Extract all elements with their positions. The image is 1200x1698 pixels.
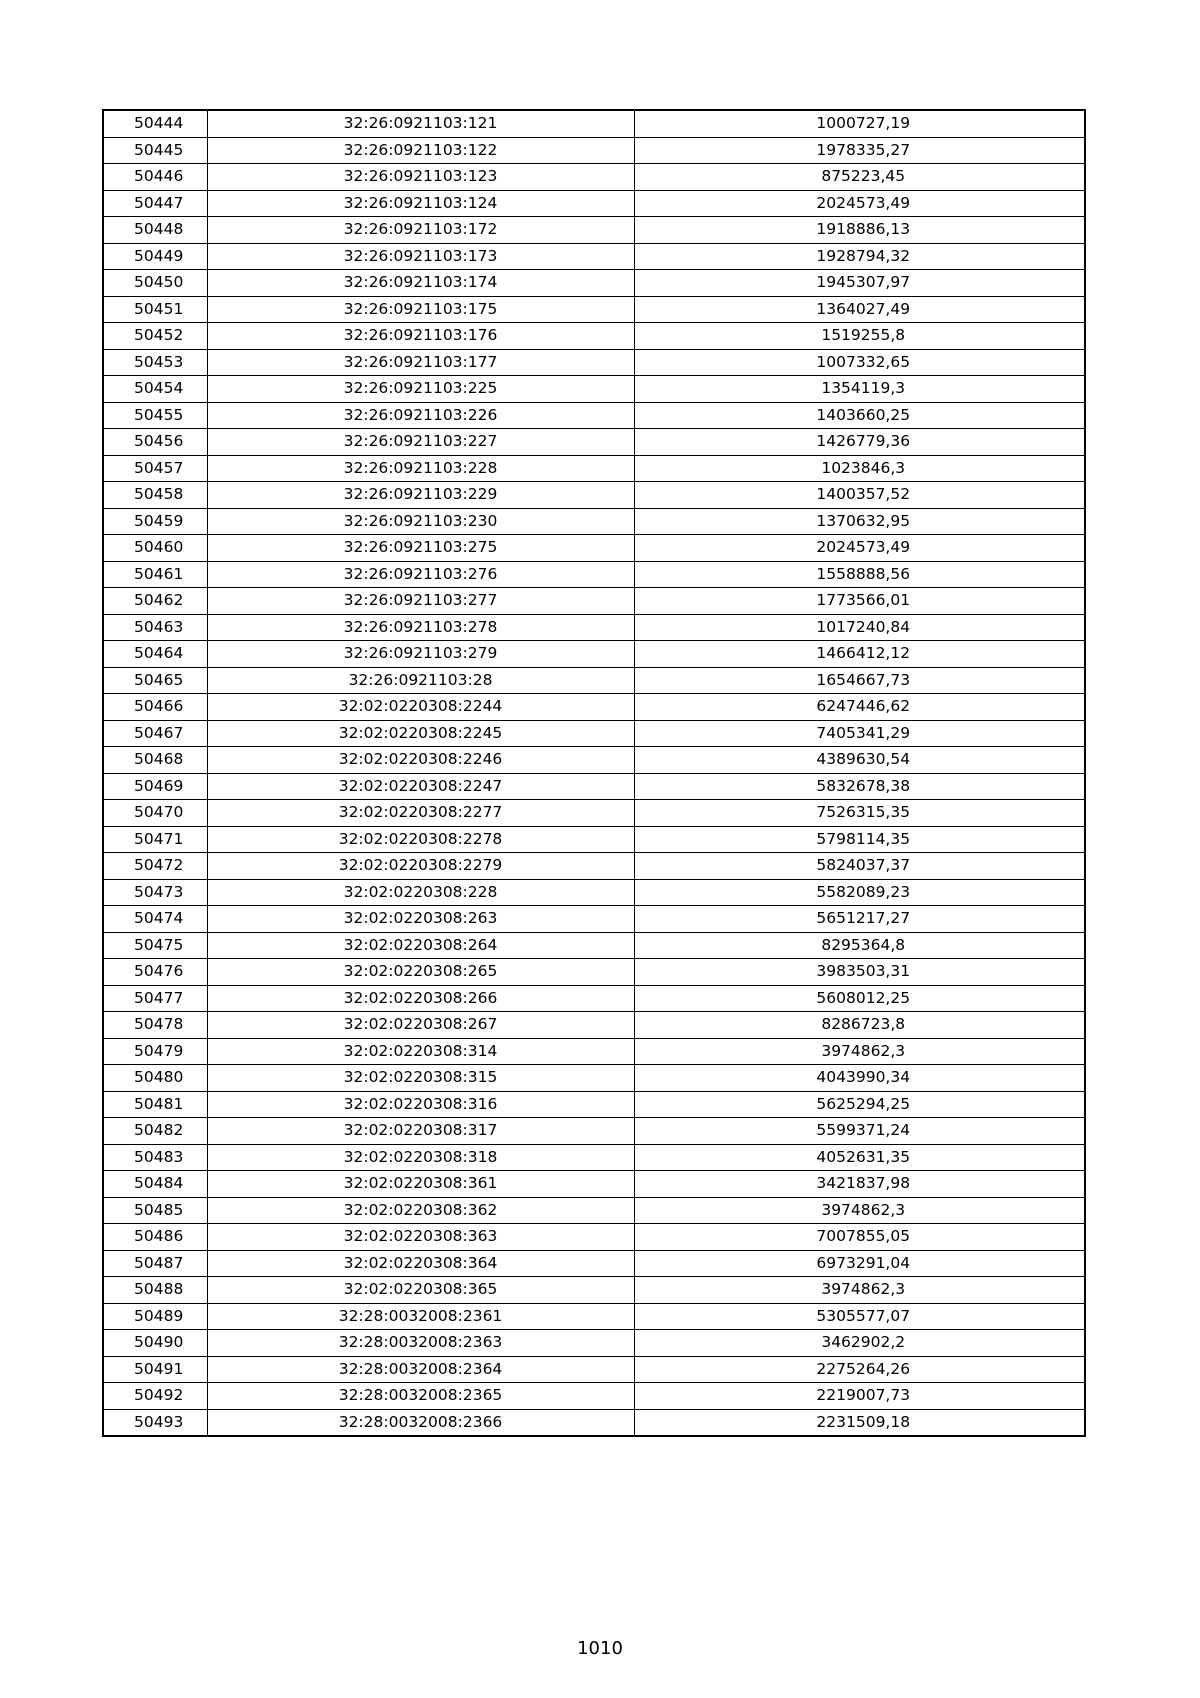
cadastral-number-cell: 32:26:0921103:276 xyxy=(207,561,634,588)
value-cell: 5651217,27 xyxy=(634,906,1085,933)
cadastral-number-cell: 32:02:0220308:364 xyxy=(207,1250,634,1277)
table-row xyxy=(103,1144,1085,1171)
table-row xyxy=(103,614,1085,641)
cadastral-number-cell: 32:26:0921103:227 xyxy=(207,429,634,456)
value-cell: 2024573,49 xyxy=(634,190,1085,217)
value-cell: 1403660,25 xyxy=(634,402,1085,429)
cadastral-number-cell: 32:26:0921103:176 xyxy=(207,323,634,350)
row-number-cell: 50468 xyxy=(103,747,207,774)
value-cell: 1466412,12 xyxy=(634,641,1085,668)
table-row xyxy=(103,1091,1085,1118)
row-number-cell: 50477 xyxy=(103,985,207,1012)
table-row xyxy=(103,667,1085,694)
table-row xyxy=(103,1224,1085,1251)
table-row xyxy=(103,402,1085,429)
row-number-cell: 50484 xyxy=(103,1171,207,1198)
cadastral-number-cell: 32:02:0220308:318 xyxy=(207,1144,634,1171)
row-number-cell: 50466 xyxy=(103,694,207,721)
value-cell: 5608012,25 xyxy=(634,985,1085,1012)
cadastral-number-cell: 32:26:0921103:28 xyxy=(207,667,634,694)
table-row xyxy=(103,747,1085,774)
cadastral-number-cell: 32:28:0032008:2361 xyxy=(207,1303,634,1330)
row-number-cell: 50462 xyxy=(103,588,207,615)
table-row xyxy=(103,561,1085,588)
table-row xyxy=(103,720,1085,747)
row-number-cell: 50463 xyxy=(103,614,207,641)
cadastral-number-cell: 32:26:0921103:175 xyxy=(207,296,634,323)
row-number-cell: 50459 xyxy=(103,508,207,535)
row-number-cell: 50453 xyxy=(103,349,207,376)
row-number-cell: 50465 xyxy=(103,667,207,694)
value-cell: 4389630,54 xyxy=(634,747,1085,774)
table-row xyxy=(103,985,1085,1012)
table-row xyxy=(103,773,1085,800)
row-number-cell: 50457 xyxy=(103,455,207,482)
row-number-cell: 50444 xyxy=(103,110,207,137)
cadastral-number-cell: 32:02:0220308:2247 xyxy=(207,773,634,800)
row-number-cell: 50480 xyxy=(103,1065,207,1092)
cadastral-number-cell: 32:26:0921103:177 xyxy=(207,349,634,376)
cadastral-number-cell: 32:02:0220308:2246 xyxy=(207,747,634,774)
value-cell: 3462902,2 xyxy=(634,1330,1085,1357)
value-cell: 6247446,62 xyxy=(634,694,1085,721)
row-number-cell: 50478 xyxy=(103,1012,207,1039)
table-row xyxy=(103,243,1085,270)
table-row xyxy=(103,879,1085,906)
row-number-cell: 50479 xyxy=(103,1038,207,1065)
table-row xyxy=(103,190,1085,217)
row-number-cell: 50471 xyxy=(103,826,207,853)
table-row xyxy=(103,1383,1085,1410)
cadastral-number-cell: 32:26:0921103:228 xyxy=(207,455,634,482)
value-cell: 5824037,37 xyxy=(634,853,1085,880)
cadastral-number-cell: 32:02:0220308:2244 xyxy=(207,694,634,721)
value-cell: 1928794,32 xyxy=(634,243,1085,270)
table-row xyxy=(103,826,1085,853)
row-number-cell: 50447 xyxy=(103,190,207,217)
cadastral-number-cell: 32:26:0921103:230 xyxy=(207,508,634,535)
row-number-cell: 50481 xyxy=(103,1091,207,1118)
value-cell: 2024573,49 xyxy=(634,535,1085,562)
cadastral-number-cell: 32:02:0220308:362 xyxy=(207,1197,634,1224)
value-cell: 8295364,8 xyxy=(634,932,1085,959)
table-row xyxy=(103,588,1085,615)
row-number-cell: 50473 xyxy=(103,879,207,906)
table-row xyxy=(103,270,1085,297)
row-number-cell: 50476 xyxy=(103,959,207,986)
row-number-cell: 50485 xyxy=(103,1197,207,1224)
cadastral-number-cell: 32:02:0220308:2278 xyxy=(207,826,634,853)
value-cell: 1017240,84 xyxy=(634,614,1085,641)
row-number-cell: 50450 xyxy=(103,270,207,297)
value-cell: 5305577,07 xyxy=(634,1303,1085,1330)
cadastral-number-cell: 32:02:0220308:263 xyxy=(207,906,634,933)
table-row xyxy=(103,906,1085,933)
cadastral-number-cell: 32:02:0220308:265 xyxy=(207,959,634,986)
value-cell: 5625294,25 xyxy=(634,1091,1085,1118)
page-number: 1010 xyxy=(577,1638,623,1659)
row-number-cell: 50456 xyxy=(103,429,207,456)
value-cell: 2219007,73 xyxy=(634,1383,1085,1410)
value-cell: 1918886,13 xyxy=(634,217,1085,244)
row-number-cell: 50461 xyxy=(103,561,207,588)
cadastral-number-cell: 32:02:0220308:267 xyxy=(207,1012,634,1039)
value-cell: 7405341,29 xyxy=(634,720,1085,747)
table-row xyxy=(103,535,1085,562)
table-row xyxy=(103,217,1085,244)
table-row xyxy=(103,1171,1085,1198)
value-cell: 7007855,05 xyxy=(634,1224,1085,1251)
table-body xyxy=(103,110,1085,1436)
value-cell: 1945307,97 xyxy=(634,270,1085,297)
row-number-cell: 50445 xyxy=(103,137,207,164)
row-number-cell: 50452 xyxy=(103,323,207,350)
cadastral-number-cell: 32:26:0921103:278 xyxy=(207,614,634,641)
table-row xyxy=(103,455,1085,482)
cadastral-number-cell: 32:26:0921103:226 xyxy=(207,402,634,429)
value-cell: 1426779,36 xyxy=(634,429,1085,456)
table-row xyxy=(103,1197,1085,1224)
value-cell: 2231509,18 xyxy=(634,1409,1085,1436)
value-cell: 3983503,31 xyxy=(634,959,1085,986)
value-cell: 1023846,3 xyxy=(634,455,1085,482)
cadastral-number-cell: 32:28:0032008:2365 xyxy=(207,1383,634,1410)
table-row xyxy=(103,137,1085,164)
table-row xyxy=(103,508,1085,535)
table-row xyxy=(103,932,1085,959)
value-cell: 1370632,95 xyxy=(634,508,1085,535)
cadastral-number-cell: 32:26:0921103:225 xyxy=(207,376,634,403)
row-number-cell: 50486 xyxy=(103,1224,207,1251)
row-number-cell: 50492 xyxy=(103,1383,207,1410)
row-number-cell: 50488 xyxy=(103,1277,207,1304)
cadastral-number-cell: 32:02:0220308:2277 xyxy=(207,800,634,827)
value-cell: 3974862,3 xyxy=(634,1038,1085,1065)
row-number-cell: 50470 xyxy=(103,800,207,827)
value-cell: 1354119,3 xyxy=(634,376,1085,403)
cadastral-number-cell: 32:26:0921103:123 xyxy=(207,164,634,191)
value-cell: 4043990,34 xyxy=(634,1065,1085,1092)
row-number-cell: 50482 xyxy=(103,1118,207,1145)
cadastral-number-cell: 32:26:0921103:279 xyxy=(207,641,634,668)
table-row xyxy=(103,323,1085,350)
table-row xyxy=(103,376,1085,403)
table-row xyxy=(103,959,1085,986)
cadastral-number-cell: 32:02:0220308:317 xyxy=(207,1118,634,1145)
cadastral-number-cell: 32:26:0921103:172 xyxy=(207,217,634,244)
row-number-cell: 50451 xyxy=(103,296,207,323)
cadastral-number-cell: 32:26:0921103:275 xyxy=(207,535,634,562)
cadastral-number-cell: 32:26:0921103:121 xyxy=(207,110,634,137)
row-number-cell: 50449 xyxy=(103,243,207,270)
value-cell: 3421837,98 xyxy=(634,1171,1085,1198)
row-number-cell: 50475 xyxy=(103,932,207,959)
table-row xyxy=(103,110,1085,137)
row-number-cell: 50474 xyxy=(103,906,207,933)
value-cell: 8286723,8 xyxy=(634,1012,1085,1039)
row-number-cell: 50448 xyxy=(103,217,207,244)
table-row xyxy=(103,694,1085,721)
value-cell: 7526315,35 xyxy=(634,800,1085,827)
cadastral-number-cell: 32:28:0032008:2366 xyxy=(207,1409,634,1436)
cadastral-number-cell: 32:28:0032008:2363 xyxy=(207,1330,634,1357)
value-cell: 5798114,35 xyxy=(634,826,1085,853)
row-number-cell: 50460 xyxy=(103,535,207,562)
cadastral-number-cell: 32:26:0921103:229 xyxy=(207,482,634,509)
value-cell: 4052631,35 xyxy=(634,1144,1085,1171)
cadastral-number-cell: 32:02:0220308:266 xyxy=(207,985,634,1012)
cadastral-number-cell: 32:02:0220308:2279 xyxy=(207,853,634,880)
value-cell: 1654667,73 xyxy=(634,667,1085,694)
cadastral-number-cell: 32:02:0220308:361 xyxy=(207,1171,634,1198)
table-row xyxy=(103,349,1085,376)
cadastral-number-cell: 32:02:0220308:363 xyxy=(207,1224,634,1251)
cadastral-number-cell: 32:02:0220308:316 xyxy=(207,1091,634,1118)
table-row xyxy=(103,800,1085,827)
cadastral-number-cell: 32:02:0220308:2245 xyxy=(207,720,634,747)
row-number-cell: 50491 xyxy=(103,1356,207,1383)
value-cell: 1007332,65 xyxy=(634,349,1085,376)
value-cell: 5599371,24 xyxy=(634,1118,1085,1145)
table-row xyxy=(103,1356,1085,1383)
table-row xyxy=(103,853,1085,880)
value-cell: 3974862,3 xyxy=(634,1277,1085,1304)
row-number-cell: 50455 xyxy=(103,402,207,429)
table-row xyxy=(103,1065,1085,1092)
table-row xyxy=(103,164,1085,191)
cadastral-number-cell: 32:02:0220308:228 xyxy=(207,879,634,906)
value-cell: 5582089,23 xyxy=(634,879,1085,906)
row-number-cell: 50487 xyxy=(103,1250,207,1277)
table-row xyxy=(103,1038,1085,1065)
cadastral-number-cell: 32:26:0921103:122 xyxy=(207,137,634,164)
row-number-cell: 50469 xyxy=(103,773,207,800)
value-cell: 5832678,38 xyxy=(634,773,1085,800)
cadastral-number-cell: 32:26:0921103:124 xyxy=(207,190,634,217)
row-number-cell: 50446 xyxy=(103,164,207,191)
table-row xyxy=(103,1303,1085,1330)
value-cell: 1773566,01 xyxy=(634,588,1085,615)
cadastral-number-cell: 32:26:0921103:277 xyxy=(207,588,634,615)
row-number-cell: 50472 xyxy=(103,853,207,880)
table-row xyxy=(103,641,1085,668)
table-row xyxy=(103,1330,1085,1357)
value-cell: 1558888,56 xyxy=(634,561,1085,588)
table-row xyxy=(103,1277,1085,1304)
row-number-cell: 50467 xyxy=(103,720,207,747)
table-row xyxy=(103,429,1085,456)
value-cell: 6973291,04 xyxy=(634,1250,1085,1277)
row-number-cell: 50464 xyxy=(103,641,207,668)
table-row xyxy=(103,1409,1085,1436)
row-number-cell: 50483 xyxy=(103,1144,207,1171)
cadastral-number-cell: 32:26:0921103:173 xyxy=(207,243,634,270)
cadastral-number-cell: 32:28:0032008:2364 xyxy=(207,1356,634,1383)
value-cell: 2275264,26 xyxy=(634,1356,1085,1383)
data-table xyxy=(102,109,1086,1437)
row-number-cell: 50454 xyxy=(103,376,207,403)
row-number-cell: 50490 xyxy=(103,1330,207,1357)
table-row xyxy=(103,296,1085,323)
value-cell: 1400357,52 xyxy=(634,482,1085,509)
cadastral-number-cell: 32:02:0220308:264 xyxy=(207,932,634,959)
value-cell: 875223,45 xyxy=(634,164,1085,191)
table-row xyxy=(103,1012,1085,1039)
value-cell: 3974862,3 xyxy=(634,1197,1085,1224)
cadastral-number-cell: 32:02:0220308:314 xyxy=(207,1038,634,1065)
cadastral-number-cell: 32:02:0220308:365 xyxy=(207,1277,634,1304)
value-cell: 1364027,49 xyxy=(634,296,1085,323)
table-row xyxy=(103,482,1085,509)
value-cell: 1000727,19 xyxy=(634,110,1085,137)
cadastral-number-cell: 32:02:0220308:315 xyxy=(207,1065,634,1092)
value-cell: 1519255,8 xyxy=(634,323,1085,350)
row-number-cell: 50458 xyxy=(103,482,207,509)
row-number-cell: 50493 xyxy=(103,1409,207,1436)
table-row xyxy=(103,1118,1085,1145)
row-number-cell: 50489 xyxy=(103,1303,207,1330)
cadastral-number-cell: 32:26:0921103:174 xyxy=(207,270,634,297)
value-cell: 1978335,27 xyxy=(634,137,1085,164)
table-row xyxy=(103,1250,1085,1277)
